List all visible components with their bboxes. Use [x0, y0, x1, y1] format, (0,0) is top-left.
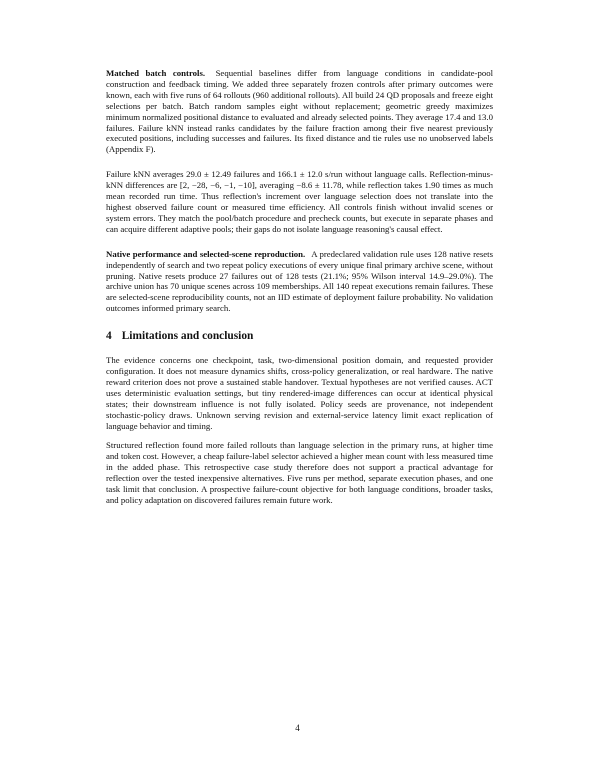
page-number: 4	[295, 723, 300, 733]
paragraph-body: Failure kNN averages 29.0 ± 12.49 failures and 166.1 ± 12.0 s/run without language calls. Reflection-minus-kNN differences are [2, −28, −6, −1, −10], averaging −8.6 ± 11.78, while reflection takes 1.90 times as much mean recorded run time. Thus reflection's increment over language selection does not translate into the highest observed failure count or measured time efficiency. All controls finish without invalid scenes or system errors. They match the pool/batch procedure and precheck counts, but execute in separate phases and can acquire different adaptive pools; their gaps do not isolate language reasoning's causal effect.	[106, 169, 493, 234]
native-performance-paragraph	[106, 249, 493, 314]
limitations-paragraph: The evidence concerns one checkpoint, task, two-dimensional position domain, and requested provider configuration. It does not measure dynamics shifts, cross-policy generalization, or real hardware. The native reward criterion does not prove a sustained stable handover. Textual hypotheses are not verified causes. ACT uses deterministic evaluation settings, but tiny rendered-image differences can occur at identical physical states; their downstream influence is not fully isolated. Policy seeds are provenance, not independent stochastic-policy draws. Unknown serving revision and external-service latency limit exact replication of language behavior and timing.	[106, 355, 493, 431]
section-heading	[106, 330, 493, 342]
paper-page	[106, 68, 493, 515]
failure-knn-paragraph	[106, 169, 493, 234]
section-number: 4	[106, 330, 112, 343]
paragraph-body: Sequential baselines differ from language conditions in candidate-pool construction and feedback timing. We added three separately frozen controls after primary outcomes were known, each with five runs of 64 rollouts (960 additional rollouts). All build 24 QD proposals and freeze eight selections per batch. Batch random samples eight without replacement; geometric greedy maximizes minimum normalized positional distance to evaluated and already selected points. They average 17.4 and 13.0 failures. Failure kNN instead ranks candidates by the failure fraction among their five nearest previously executed positions, including successes and failures. Its fixed distance and tie rules use no unobserved labels (Appendix F).	[106, 68, 494, 155]
paragraph-body: A predeclared validation rule uses 128 native resets independently of search and two repeat policy executions of every unique final primary archive scene, without pruning. Native resets produce 27 failures out of 128 tests (21.1%; 95% Wilson interval 14.9–29.0%). The archive union has 70 unique scenes across 109 memberships. All 140 repeat executions remain failures. These are selected-scene reproducibility counts, not an IID estimate of deployment failure probability. No validation outcomes informed primary search.	[106, 248, 493, 314]
section-title: Limitations and conclusion	[121, 330, 254, 343]
conclusion-paragraph: Structured reflection found more failed rollouts than language selection in the primary runs, at higher time and token cost. However, a cheap failure-label selector achieved a higher mean count with less measured time in the added phase. This retrospective case study therefore does not support a practical advantage for reflection over the tested inexpensive alternatives. Five runs per method, separate execution phases, and one task limit that conclusion. A prospective failure-count objective for both language conditions, broader tasks, and policy adaptation on discovered failures remain future work.	[106, 440, 493, 505]
paragraph-heading: Matched batch controls.	[106, 68, 206, 78]
paragraph-heading: Native performance and selected-scene reproduction.	[106, 248, 306, 259]
matched-batch-controls-paragraph	[106, 68, 493, 155]
